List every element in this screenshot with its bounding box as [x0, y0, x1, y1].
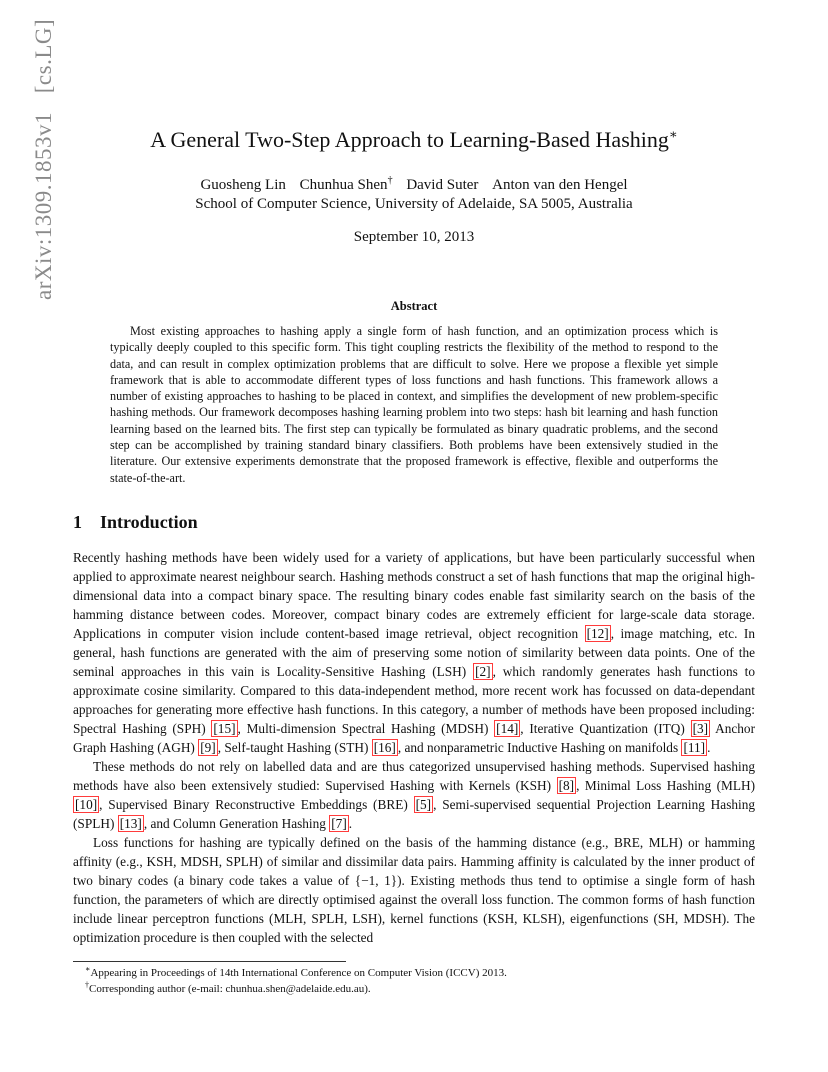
- introduction-body: [73, 548, 755, 947]
- title-footnote-mark: ∗: [668, 126, 678, 142]
- citation-link[interactable]: [16]: [373, 740, 396, 755]
- footnote-divider: [73, 961, 346, 962]
- abstract-heading: Abstract: [390, 299, 438, 313]
- affiliation: School of Computer Science, University of Adelaide, SA 5005, Australia: [195, 196, 633, 212]
- footnote: ∗Appearing in Proceedings of 14th International Conference on Computer Vision (ICCV) 2013.: [85, 964, 507, 979]
- paper-title: [0, 125, 828, 155]
- section-title: Introduction: [100, 512, 198, 532]
- paragraph: Loss functions for hashing are typically defined on the basis of the hamming distance (e.g., BRE, MLH) or hamming affinity (e.g., KSH, MDSH, SPLH) of similar and dissimilar data pairs. Hamming affinity is calculated by the inner product of two binary codes (a binary code takes a value of {−1, 1}). Existing methods thus tend to optimise a single form of hash function, the parameters of which are directly optimised against the overall loss function. The common forms of hash function include linear perceptron functions (MLH, SPLH, LSH), kernel functions (KSH, KLSH), eigenfunctions (SH, MDSH). The optimization procedure is then coupled with the selected: [73, 835, 755, 945]
- abstract-text: Most existing approaches to hashing apply a single form of hash function, and an optimization process which is typically deeply coupled to this specific form. This tight coupling restricts the flexibility of the method to respond to the data, and can result in complex optimization problems that are difficult to solve. Here we propose a flexible yet simple framework that is able to accommodate different types of loss functions and hash functions. This framework allows a number of existing approaches to hashing to be placed in context, and simplifies the development of new problem-specific hashing methods. Our framework decomposes hashing learning problem into two steps: hash bit learning and hash function learning based on the learned bits. The first step can typically be formulated as binary quadratic problems, and the second step can be accomplished by training standard binary classifiers. Both problems have been extensively studied in the literature. Our extensive experiments demonstrate that the proposed framework is effective, flexible and outperforms the state-of-the-art.: [110, 324, 718, 485]
- citation-link[interactable]: [10]: [75, 797, 98, 812]
- citation-link[interactable]: [7]: [331, 816, 347, 831]
- author-name: Chunhua Shen†: [299, 175, 393, 193]
- author-name: Guosheng Lin: [200, 177, 286, 193]
- arxiv-category: [cs.LG]: [31, 18, 56, 94]
- corresponding-mark: †: [387, 175, 393, 186]
- section-number: 1: [73, 512, 82, 532]
- footnotes: [85, 965, 755, 997]
- author-list: [0, 175, 828, 195]
- citation-link[interactable]: [3]: [692, 721, 709, 736]
- citation-link[interactable]: [2]: [475, 664, 491, 679]
- citation-link[interactable]: [15]: [213, 721, 236, 736]
- author-name: Anton van den Hengel: [492, 177, 628, 193]
- citation-link[interactable]: [8]: [558, 778, 575, 793]
- citation-link[interactable]: [9]: [200, 740, 216, 755]
- citation-link[interactable]: [14]: [496, 721, 519, 736]
- author-name: David Suter: [406, 177, 479, 193]
- footnote-mark: ∗: [85, 964, 91, 974]
- paper-title-text: A General Two-Step Approach to Learning-Based Hashing: [150, 127, 669, 152]
- footnote-mark: †: [85, 980, 89, 990]
- section-heading: [73, 512, 198, 533]
- arxiv-prefix: arXiv:1309.1853v1: [31, 111, 56, 300]
- footnote: †Corresponding author (e-mail: chunhua.shen@adelaide.edu.au).: [85, 980, 371, 995]
- paragraph: These methods do not rely on labelled data and are thus categorized unsupervised hashing methods. Supervised hashing methods have also been extensively studied: Supervised Hashing with Kernels (KSH) [8] , Minimal Loss Hashing (MLH) [10] , Supervised Binary Reconstructive Embeddings (BRE) [5] , Semi-supervised sequential Projection Learning Hashing (SPLH) [13] , and Column Generation Hashing [7] .: [73, 759, 756, 831]
- paragraph: Recently hashing methods have been widely used for a variety of applications, but have been particularly successful when applied to approximate nearest neighbour search. Hashing methods construct a set of hash functions that map the original high-dimensional data into a compact binary space. The resulting binary codes enable fast similarity search on the basis of the hamming distance between codes. Moreover, compact binary codes are extremely efficient for large-scale data storage. Applications in computer vision include content-based image retrieval, object recognition [12] , image matching, etc. In general, hash functions are generated with the aim of preserving some notion of similarity between data points. One of the seminal approaches in this vain is Locality-Sensitive Hashing (LSH) [2] , which randomly generates hash functions to approximate cosine similarity. Compared to this data-independent method, more recent work has focussed on data-dependant approaches for generating more effective hash functions. In this category, a number of methods have been proposed including: Spectral Hashing (SPH) [15] , Multi-dimension Spectral Hashing (MDSH) [14] , Iterative Quantization (ITQ) [3] Anchor Graph Hashing (AGH) [9] , Self-taught Hashing (STH) [16] , and nonparametric Inductive Hashing on manifolds [11] .: [73, 550, 755, 755]
- paper-date: September 10, 2013: [353, 229, 475, 245]
- citation-link[interactable]: [5]: [415, 797, 432, 812]
- citation-link[interactable]: [12]: [586, 626, 609, 641]
- citation-link[interactable]: [13]: [119, 816, 142, 831]
- citation-link[interactable]: [11]: [683, 740, 706, 755]
